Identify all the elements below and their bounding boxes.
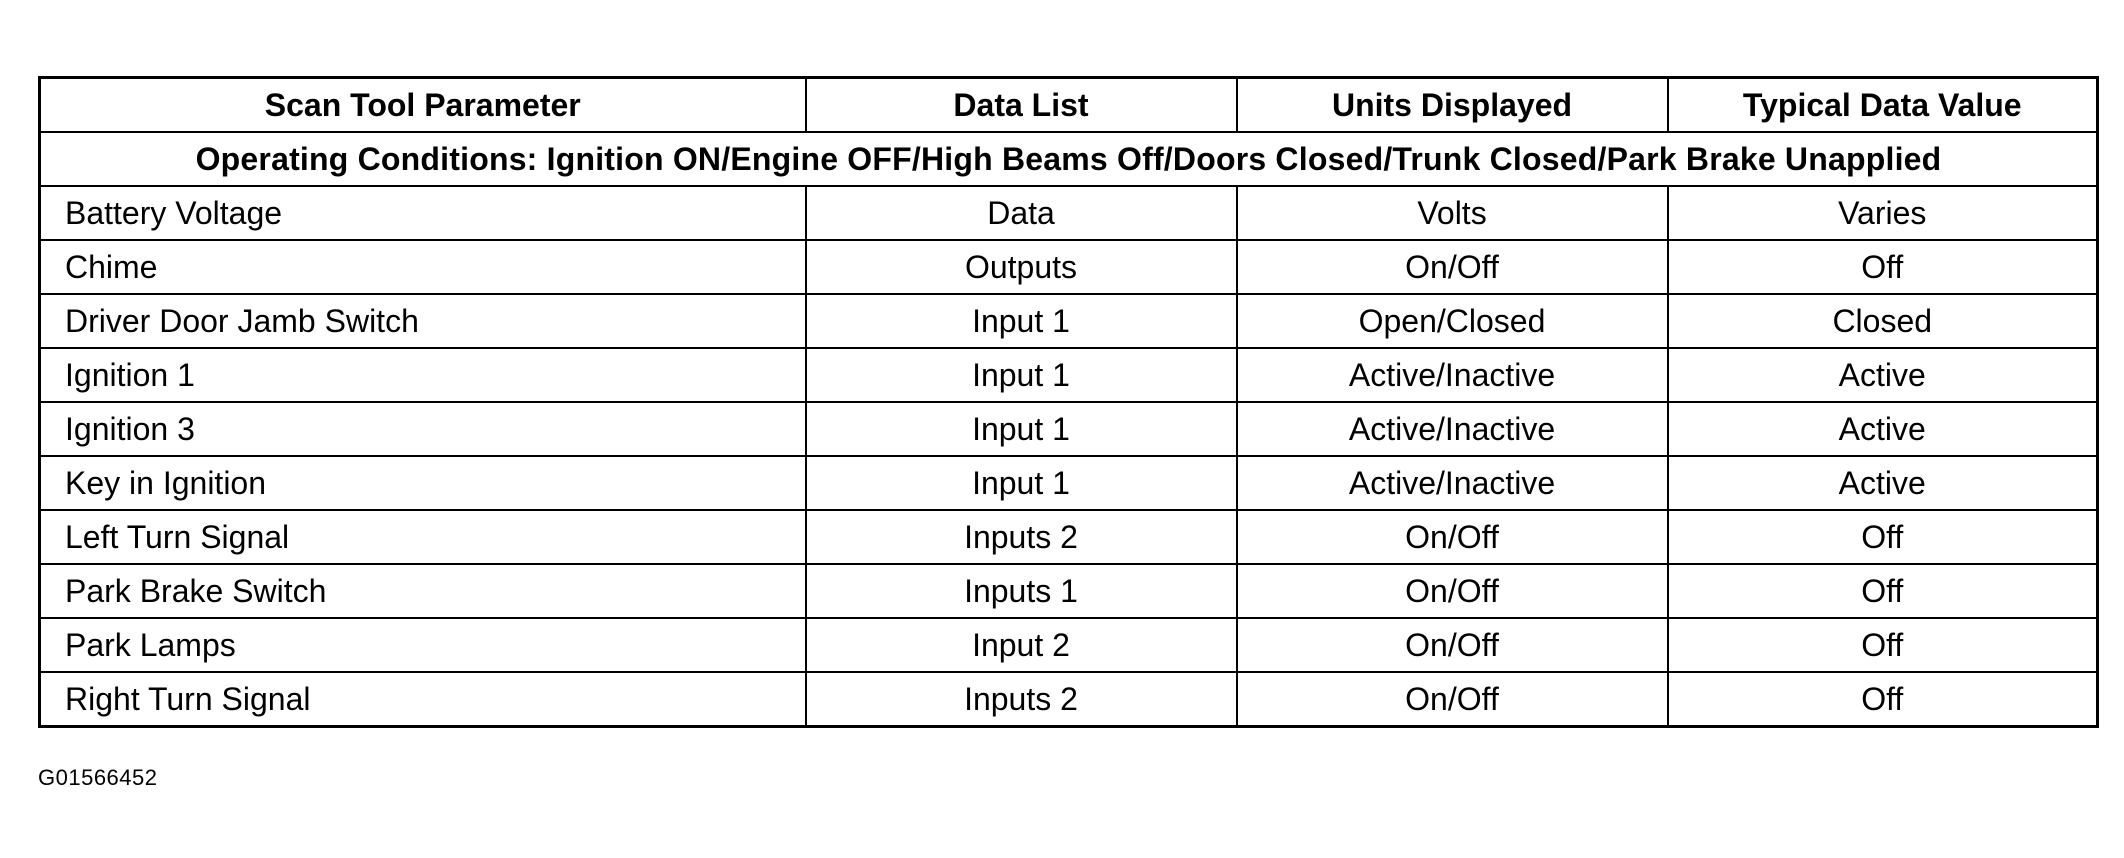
operating-conditions: Operating Conditions: Ignition ON/Engine OFF/High Beams Off/Doors Closed/Trunk Closed/Park Brake Unapplied bbox=[40, 132, 2098, 186]
units-cell: Active/Inactive bbox=[1237, 348, 1668, 402]
scan-tool-data-table bbox=[38, 76, 2099, 728]
typical-value-cell: Active bbox=[1668, 348, 2098, 402]
data-list-cell: Data bbox=[806, 186, 1237, 240]
parameter-cell: Ignition 1 bbox=[40, 348, 806, 402]
data-list-cell: Input 1 bbox=[806, 456, 1237, 510]
table-row bbox=[40, 294, 2098, 348]
table-row bbox=[40, 510, 2098, 564]
typical-value-cell: Active bbox=[1668, 456, 2098, 510]
units-cell: Active/Inactive bbox=[1237, 402, 1668, 456]
header-scan-tool-parameter: Scan Tool Parameter bbox=[40, 78, 806, 133]
table-row bbox=[40, 402, 2098, 456]
parameter-cell: Left Turn Signal bbox=[40, 510, 806, 564]
units-cell: On/Off bbox=[1237, 672, 1668, 727]
table-row bbox=[40, 240, 2098, 294]
parameter-cell: Right Turn Signal bbox=[40, 672, 806, 727]
typical-value-cell: Off bbox=[1668, 240, 2098, 294]
parameter-cell: Key in Ignition bbox=[40, 456, 806, 510]
data-list-cell: Input 1 bbox=[806, 348, 1237, 402]
header-data-list: Data List bbox=[806, 78, 1237, 133]
table-row bbox=[40, 564, 2098, 618]
table-row bbox=[40, 672, 2098, 727]
typical-value-cell: Off bbox=[1668, 618, 2098, 672]
data-list-cell: Inputs 2 bbox=[806, 510, 1237, 564]
parameter-cell: Park Lamps bbox=[40, 618, 806, 672]
units-cell: On/Off bbox=[1237, 510, 1668, 564]
data-list-cell: Input 2 bbox=[806, 618, 1237, 672]
units-cell: On/Off bbox=[1237, 564, 1668, 618]
table-row bbox=[40, 456, 2098, 510]
typical-value-cell: Off bbox=[1668, 510, 2098, 564]
parameter-cell: Park Brake Switch bbox=[40, 564, 806, 618]
table-row bbox=[40, 186, 2098, 240]
data-list-cell: Inputs 1 bbox=[806, 564, 1237, 618]
data-list-cell: Input 1 bbox=[806, 402, 1237, 456]
data-list-cell: Input 1 bbox=[806, 294, 1237, 348]
data-list-cell: Inputs 2 bbox=[806, 672, 1237, 727]
header-units-displayed: Units Displayed bbox=[1237, 78, 1668, 133]
typical-value-cell: Off bbox=[1668, 564, 2098, 618]
typical-value-cell: Active bbox=[1668, 402, 2098, 456]
typical-value-cell: Closed bbox=[1668, 294, 2098, 348]
parameter-cell: Driver Door Jamb Switch bbox=[40, 294, 806, 348]
units-cell: On/Off bbox=[1237, 618, 1668, 672]
parameter-cell: Ignition 3 bbox=[40, 402, 806, 456]
header-typical-data-value: Typical Data Value bbox=[1668, 78, 2098, 133]
units-cell: Volts bbox=[1237, 186, 1668, 240]
header-row bbox=[40, 78, 2098, 133]
data-list-cell: Outputs bbox=[806, 240, 1237, 294]
units-cell: Open/Closed bbox=[1237, 294, 1668, 348]
parameter-cell: Battery Voltage bbox=[40, 186, 806, 240]
table-row bbox=[40, 348, 2098, 402]
operating-conditions-row bbox=[40, 132, 2098, 186]
units-cell: On/Off bbox=[1237, 240, 1668, 294]
typical-value-cell: Off bbox=[1668, 672, 2098, 727]
typical-value-cell: Varies bbox=[1668, 186, 2098, 240]
figure-id-label: G01566452 bbox=[38, 765, 158, 790]
table-row bbox=[40, 618, 2098, 672]
units-cell: Active/Inactive bbox=[1237, 456, 1668, 510]
parameter-cell: Chime bbox=[40, 240, 806, 294]
